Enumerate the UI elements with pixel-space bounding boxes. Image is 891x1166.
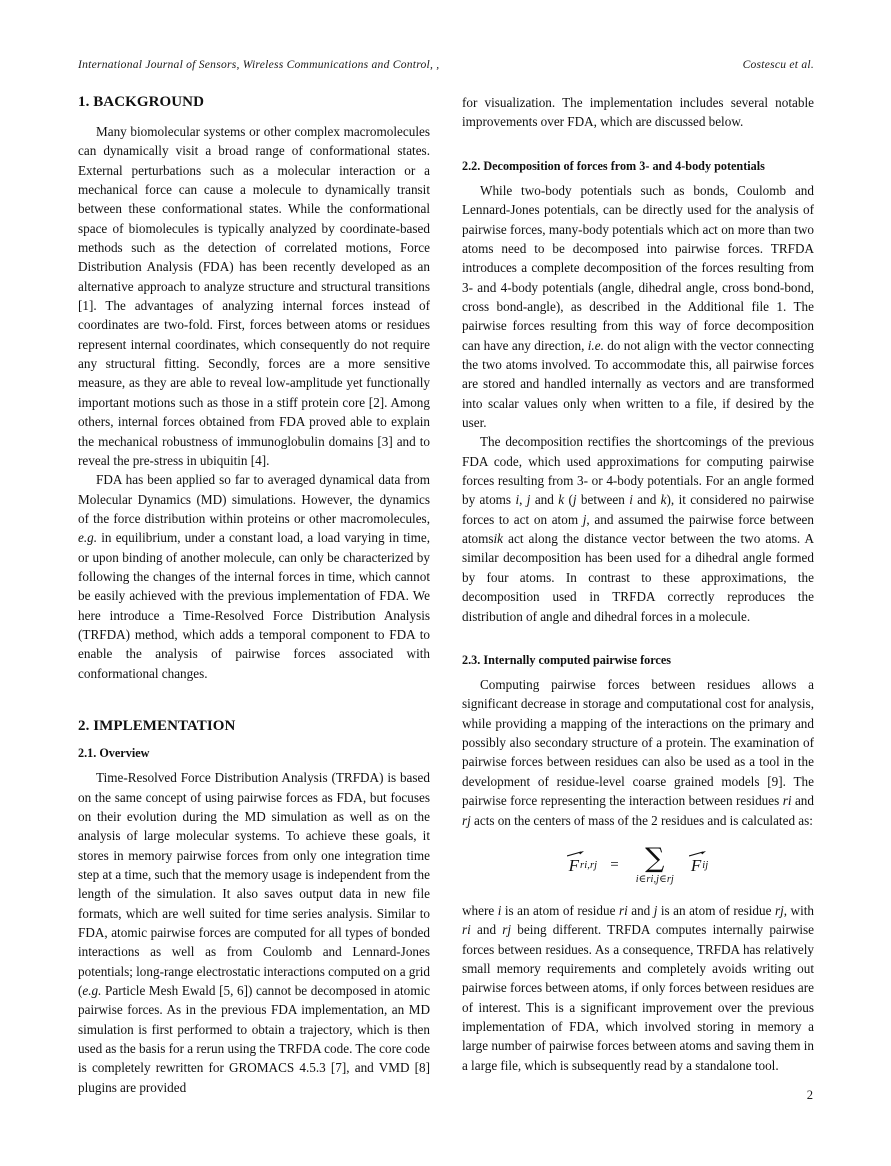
paragraph-background-1 <box>78 122 430 470</box>
equation-row <box>568 842 709 885</box>
paragraph-overview-1 <box>78 768 430 1097</box>
paragraph-text: Many biomolecular systems or other complex macromolecules can dynamically visit a broad range of conformational states. External perturbations such as a molecular interaction or a mechanical force can cause a molecule to dynamically transit between these conformational states. While the conformational space of biomolecules is typically analyzed by coordinate-based methods such as the detection of correlated motions, Force Distribution Analysis (FDA) has been recently developed as an alternative approach to analyze structure and structural transitions [1]. The advantages of analyzing internal forces instead of coordinates are two-fold. First, forces between atoms or residues represent internal coordinates, which consequently do not require any structural fitting. Secondly, forces are a more sensitive measure, as they are able to reveal low-amplitude yet functionally important motions such as those in a stiff protein core [2]. Among others, internal forces obtained from FDA proved able to explain the mechanical robustness of immunoglobulin domains [3] and to reveal the pre-stress in ubiquitin [4]. <box>78 124 430 468</box>
italic-var-j: j <box>572 492 577 508</box>
paragraph-text: and <box>530 492 559 508</box>
paragraph-internally-computed-2 <box>462 901 814 1075</box>
italic-var-j: j <box>526 492 531 508</box>
paragraph-internally-computed-1 <box>462 675 814 830</box>
italic-var-i: i <box>497 902 502 918</box>
italic-var-ik: ik <box>493 531 504 547</box>
paragraph-text: and <box>470 922 503 938</box>
paragraph-text: in equilibrium, under a constant load, a load varying in time, or upon binding of another molecule, can only be characterized by following the changes of the internal forces in time, which cannot be easily achieved with the previous implementation of FDA. We here introduce a Time-Resolved Force Distribution Analysis (TRFDA) method, which adds a temporal component to FDA to enable the analysis of pairwise forces associated with conformational changes. <box>78 530 430 681</box>
paragraph-text: and <box>627 902 654 918</box>
paragraph-text: is an atom of residue <box>657 902 775 918</box>
section-heading-background: 1. BACKGROUND <box>78 94 204 110</box>
paragraph-text: ( <box>564 492 573 508</box>
force-glyph: F <box>690 856 702 876</box>
section-heading-implementation: 2. IMPLEMENTATION <box>78 717 236 734</box>
italic-var-j: j <box>653 902 658 918</box>
italic-var-ri: ri <box>618 902 628 918</box>
equation-summation <box>635 842 674 885</box>
italic-var-k: k <box>660 492 667 508</box>
summation-limits: i∈ri,j∈rj <box>635 873 674 885</box>
force-glyph: F <box>568 856 580 876</box>
paragraph-decomposition-1 <box>462 181 814 432</box>
page-number: 2 <box>806 1088 813 1102</box>
equation-relation: = <box>610 857 619 874</box>
paragraph-text: acts on the centers of mass of the 2 residues and is calculated as: <box>470 812 813 828</box>
italic-eg: e.g. <box>78 530 98 546</box>
italic-var-rj: rj <box>502 922 512 938</box>
equation-lhs-subscript: ri,rj <box>580 859 598 871</box>
running-head-authors: Costescu et al. <box>742 58 814 71</box>
paragraph-text: , and assumed the pairwise force between atoms <box>462 511 814 547</box>
paragraph-text: being different. TRFDA computes internally pairwise forces between residues. As a consequence, TRFDA has relatively small memory requirements and completely avoids writing out pairwise forces between atoms, if only forces between residues are of interest. This is a significant improvement over the previous implementation of FDA, which involved storing in memory a large number of pairwise forces between atoms and saving them in a large file, which is subsequently read by a standalone tool. <box>462 922 815 1073</box>
paragraph-text: ), it considered no pairwise forces to act on atom <box>462 492 814 527</box>
subsection-heading-decomposition: 2.2. Decomposition of forces from 3- and 4-body potentials <box>462 158 765 173</box>
equation-rhs-subscript: ij <box>702 859 709 871</box>
left-column <box>78 93 430 1095</box>
paragraph-text: Particle Mesh Ewald [5, 6]) cannot be decomposed in atomic pairwise forces. As in the previous FDA implementation, an MD simulation is first performed to obtain a trajectory, which is then used as the basis for a rerun using the TRFDA code. The core code is completely rewritten for GROMACS 4.5.3 [7], and VMD [8] plugins are provided <box>78 983 430 1095</box>
italic-var-j: j <box>582 511 587 527</box>
italic-var-ri: ri <box>462 922 471 938</box>
paragraph-text: is an atom of residue <box>501 902 619 918</box>
paragraph-text: for visualization. The implementation includes several notable improvements over FDA, which are discussed below. <box>462 95 814 130</box>
paragraph-text: The decomposition rectifies the shortcomings of the previous FDA code, which used approximations for computing pairwise forces resulting from 3- or 4-body potentials. For an angle formed by atoms <box>462 434 814 508</box>
paragraph-text: , <box>519 492 527 508</box>
two-column-body <box>78 93 815 1095</box>
paragraph-text: , with <box>783 902 814 918</box>
italic-var-rj: rj <box>774 902 784 918</box>
paragraph-text: FDA has been applied so far to averaged dynamical data from Molecular Dynamics (MD) simulations. However, the dynamics of the force distribution within proteins or other macromolecules, <box>78 472 430 526</box>
paragraph-text: and <box>632 492 661 508</box>
italic-var-k: k <box>558 492 565 508</box>
paragraph-text: do not align with the vector connecting the two atoms involved. To accommodate this, all pairwise forces are stored and handled internally as vectors and are transformed into scalar values only when written to a file, if desired by the user. <box>462 337 814 431</box>
italic-eg: e.g. <box>82 983 102 998</box>
italic-var-rj: rj <box>462 812 471 828</box>
paragraph-text: where <box>462 902 498 918</box>
italic-var-i: i <box>629 492 633 508</box>
subsection-heading-overview: 2.1. Overview <box>78 745 150 760</box>
italic-var-i: i <box>515 492 520 508</box>
paragraph-text: While two-body potentials such as bonds, Coulomb and Lennard-Jones potentials, can be directly used for the analysis of pairwise forces, many-body potentials which act on more than two atoms need to be decomposed into pairwise forces. TRFDA introduces a complete decomposition of the forces resulting from 3- and 4-body potentials (angle, dihedral angle, cross bond-bond, cross bond-angle), as described in the Additional file 1. The pairwise forces resulting from this way of force decomposition can have any direction, <box>462 182 814 353</box>
paragraph-text: Time-Resolved Force Distribution Analysis (TRFDA) is based on the same concept of using pairwise forces as FDA, but focuses on their evolution during the MD simulation as well as on the analysis of large molecular systems. To achieve these goals, it stores in memory pairwise forces from only one integration time step at a time, such that the memory usage is independent from the length of the simulation. It also saves output data in new file formats, which are well suited for time series analysis. Similar to FDA, atomic pairwise forces are computed for all types of bonded interactions as well as from Coulomb and Lennard-Jones potentials; long-range electrostatic interactions computed on a grid ( <box>78 770 430 998</box>
equation-lhs-force-symbol <box>568 857 580 874</box>
display-equation-pairwise-force <box>462 842 814 885</box>
right-column <box>462 93 814 1078</box>
sigma-glyph: ∑ <box>645 842 665 874</box>
paragraph-overview-continued <box>462 93 814 132</box>
paragraph-text: and <box>791 793 814 809</box>
italic-var-ri: ri <box>782 793 792 809</box>
paragraph-text: Computing pairwise forces between residues allows a significant decrease in storage and computational cost for analysis, while providing a mapping of the interactions on the primary and possibly also secondary structure of a protein. The examination of pairwise forces between residues can also be used as a tool in the development of residue-level coarse grained models [9]. The pairwise force representing the interaction between residues <box>462 677 814 809</box>
paragraph-text: act along the distance vector between the two atoms. A similar decomposition has been used for a dihedral angle formed by four atoms. In contrast to these approximations, the decomposition used in TRFDA correctly reproduces the distribution of angle and dihedral forces in a molecule. <box>462 531 814 624</box>
paragraph-text: between <box>576 492 630 508</box>
subsection-heading-internally-computed: 2.3. Internally computed pairwise forces <box>462 652 671 667</box>
running-head-journal: International Journal of Sensors, Wireless Communications and Control, , <box>78 58 440 71</box>
running-head <box>78 58 814 71</box>
italic-ie: i.e. <box>587 337 604 353</box>
paragraph-background-2 <box>78 470 430 683</box>
equation-rhs-force-symbol <box>690 857 702 874</box>
paragraph-decomposition-2 <box>462 432 814 625</box>
